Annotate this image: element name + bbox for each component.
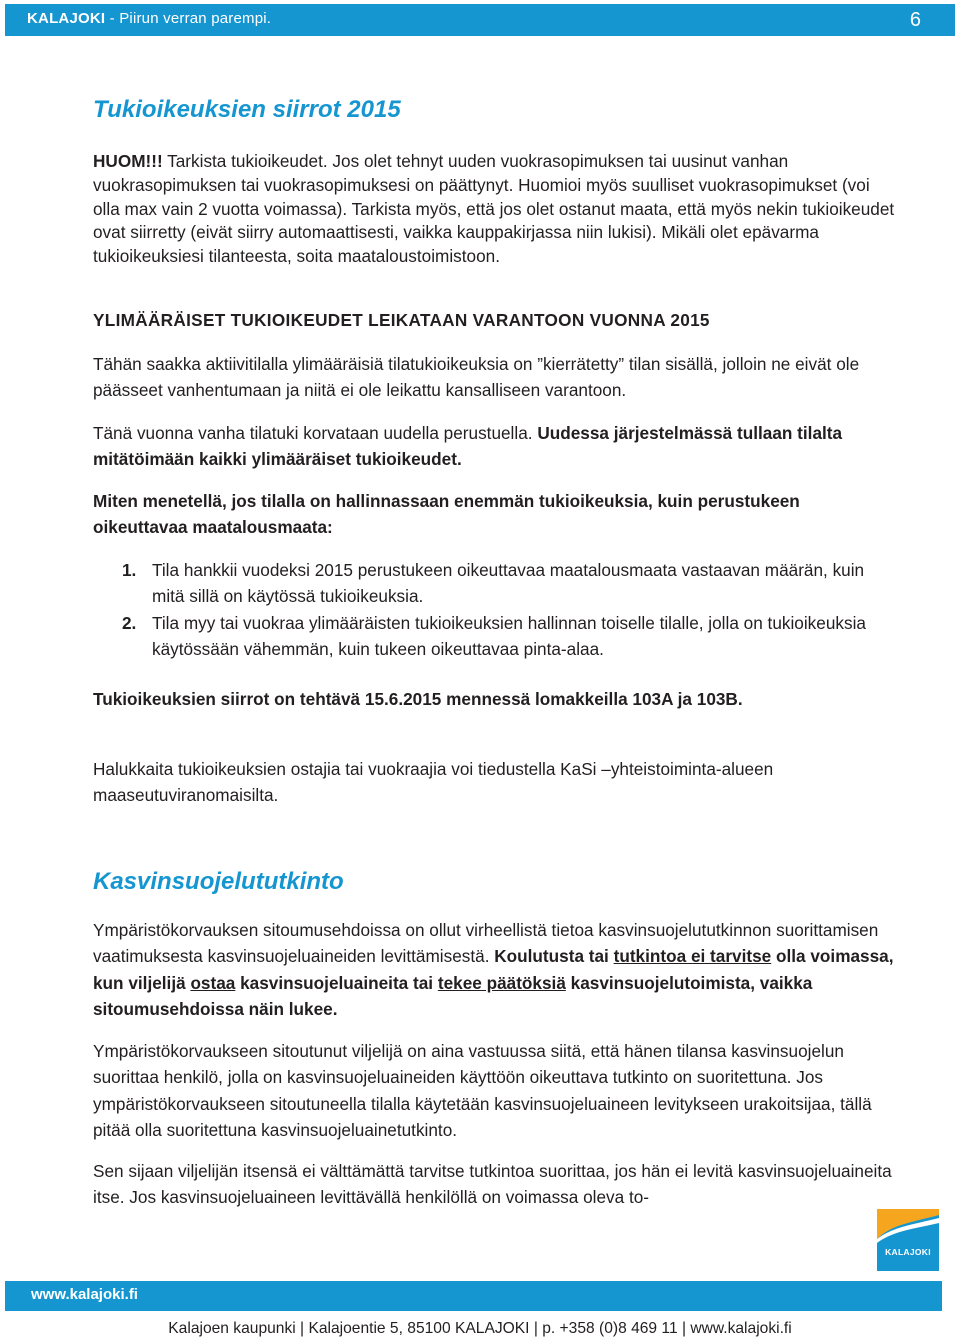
training-underline-3: tekee päätöksiä <box>437 972 566 993</box>
footer-url[interactable]: www.kalajoki.fi <box>31 1286 138 1303</box>
list-number: 1. <box>122 560 137 580</box>
list-item <box>122 557 898 610</box>
inquiry-paragraph: Halukkaita tukioikeuksien ostajia tai vuokraajia voi tiedustella KaSi –yhteistoiminta-alueen maaseutuviranomaisilta. <box>93 759 774 806</box>
paragraph-exception: Sen sijaan viljelijän itsensä ei välttämättä tarvitse tutkintoa suorittaa, jos hän ei levitä kasvinsuojeluaineita itse. Jos kasvinsuojeluaineen levittävällä henkilöllä on voimassa oleva to- <box>93 1161 892 1208</box>
list-number: 2. <box>122 612 137 633</box>
footer-contact: Kalajoen kaupunki | Kalajoentie 5, 85100 KALAJOKI | p. +358 (0)8 469 11 | www.kalajoki.fi <box>168 1320 792 1337</box>
header-bar <box>5 4 955 36</box>
training-underline-1: tutkintoa ei tarvitse <box>613 946 772 967</box>
training-emphasis-2: olla voimassa, kun viljelijä <box>93 946 894 993</box>
brand-slogan: - Piirun verran parempi. <box>105 10 272 27</box>
list-item <box>122 610 898 663</box>
section-title-transfers: Tukioikeuksien siirrot 2015 <box>93 96 401 123</box>
logo-text: KALAJOKI <box>885 1247 931 1257</box>
paragraph-responsibility: Ympäristökorvaukseen sitoutunut viljelijä on aina vastuussa siitä, että hänen tilansa kasvinsuojelun suorittaa henkilö, jolla on kasvinsuojeluaineiden käyttöön oikeuttava tutkinto on suoritettuna. Jos ympäristökorvaukseen sitoutuneella tilalla käytetään kasvinsuojeluaineen levitykseen urakoitsijaa, tällä pitää olla suoritettuna kasvinsuojeluainetutkinto. <box>93 1041 872 1141</box>
logo-wave-icon <box>877 1209 939 1271</box>
header-brand <box>27 10 271 27</box>
options-list <box>122 557 898 663</box>
section-title-plant-protection: Kasvinsuojelututkinto <box>93 868 344 895</box>
replacement-text: Tänä vuonna vanha tilatuki korvataan uudella perustuella. <box>93 423 538 443</box>
page-number: 6 <box>909 9 921 31</box>
deadline-paragraph: Tukioikeuksien siirrot on tehtävä 15.6.2015 mennessä lomakkeilla 103A ja 103B. <box>93 689 743 709</box>
question-paragraph: Miten menetellä, jos tilalla on hallinnassaan enemmän tukioikeuksia, kuin perustukeen oikeuttavaa maatalousmaata: <box>93 491 800 538</box>
kalajoki-logo <box>877 1209 939 1271</box>
training-emphasis-3: kasvinsuojeluaineita tai <box>235 972 438 993</box>
brand-name: KALAJOKI <box>27 10 106 27</box>
replacement-emphasis: Uudessa järjestelmässä tullaan tilalta mitätöimään kaikki ylimääräiset tukioikeudet. <box>93 423 843 470</box>
caps-heading: YLIMÄÄRÄISET TUKIOIKEUDET LEIKATAAN VARANTOON VUONNA 2015 <box>93 310 710 330</box>
warning-paragraph <box>93 150 899 269</box>
training-text: Ympäristökorvauksen sitoumusehdoissa on ollut virheellistä tietoa kasvinsuojelututkinnon suorittamisen vaatimuksesta kasvinsuojeluaineiden levittämisestä. <box>93 920 879 967</box>
warning-text: Tarkista tukioikeudet. Jos olet tehnyt uuden vuokrasopimuksen tai uusinut vanhan vuokrasopimuksen tai vuokrasopimuksesi on päättynyt. Huomioi myös suulliset vuokrasopimukset (voi olla max vain 2 vuotta voimassa). Tarkista myös, että jos olet ostanut maata, että myös nekin tukioikeudet ovat siirretty (eivät siirry automaattisesti, vaikka kauppakirjassa niin lukisi). Mikäli olet epävarma tukioikeuksiesi tilanteesta, soita maataloustoimistoon. <box>93 151 895 267</box>
training-emphasis-1: Koulutusta tai <box>494 946 614 967</box>
training-underline-2: ostaa <box>190 972 236 993</box>
training-emphasis-4: kasvinsuojelutoimista, vaikka sitoumusehdoissa näin lukee. <box>93 972 813 1020</box>
paragraph-recycling: Tähän saakka aktiivitilalla ylimääräisiä tilatukioikeuksia on ”kierrätetty” tilan sisällä, jolloin ne eivät ole päässeet vanhentumaan ja niitä ei ole leikattu kansalliseen varantoon. <box>93 354 860 401</box>
paragraph-training <box>93 917 899 1023</box>
paragraph-replacement <box>93 420 899 473</box>
warning-label: HUOM!!! <box>93 151 163 171</box>
list-text: Tila hankkii vuodeksi 2015 perustukeen oikeuttavaa maatalousmaata vastaavan määrän, kuin mitä sillä on käytössä tukioikeuksia. <box>152 560 865 607</box>
list-text: Tila myy tai vuokraa ylimääräisten tukioikeuksien hallinnan toiselle tilalle, jolla on tukioikeuksia käytössään vähemmän, kuin tukeen oikeuttavaa pinta-alaa. <box>152 612 866 660</box>
footer-bar <box>5 1281 942 1311</box>
